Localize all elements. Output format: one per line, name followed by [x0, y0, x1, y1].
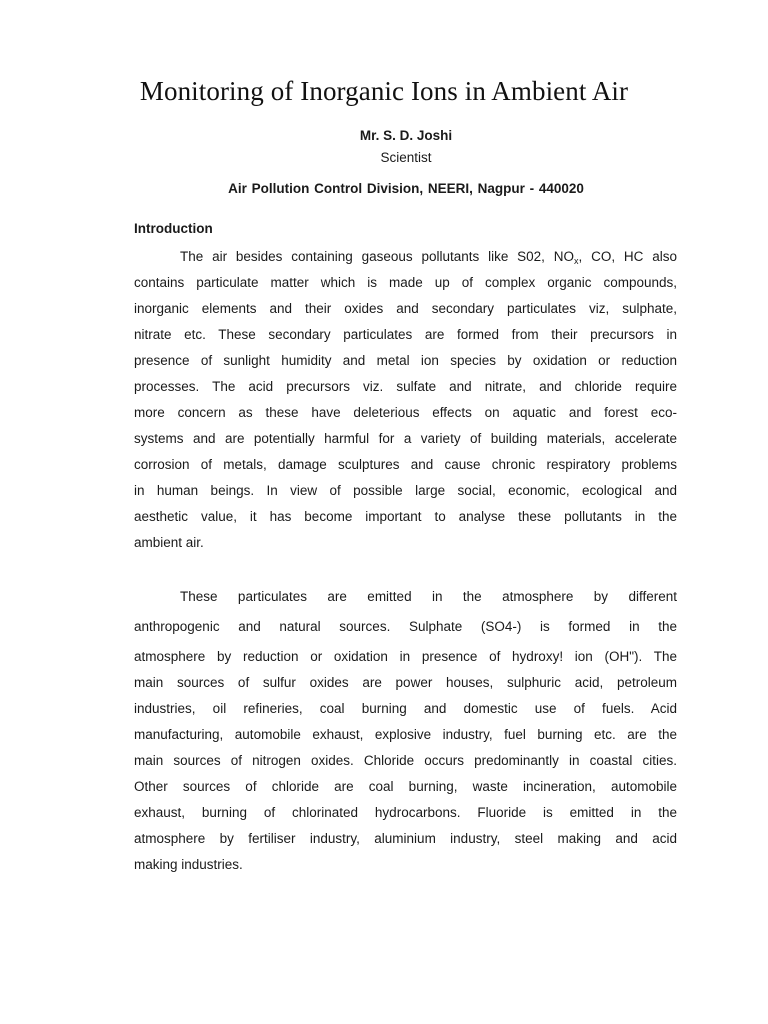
paragraph-line: manufacturing, automobile exhaust, explosive industry, fuel burning etc. are the	[134, 727, 677, 742]
paragraph-line: ambient air.	[134, 535, 204, 550]
paragraph-line: anthropogenic and natural sources. Sulphate (SO4-) is formed in the	[134, 619, 677, 634]
paragraph-line: processes. The acid precursors viz. sulfate and nitrate, and chloride require	[134, 379, 677, 394]
section-heading: Introduction	[134, 221, 213, 236]
text-run: , CO, HC also	[578, 249, 677, 264]
paragraph-line: making industries.	[134, 857, 243, 872]
paragraph-line: These particulates are emitted in the atmosphere by different	[180, 589, 677, 604]
text-run: The air besides containing gaseous pollutants like S02, NO	[180, 249, 575, 264]
paragraph-line: inorganic elements and their oxides and secondary particulates viz, sulphate,	[134, 301, 677, 316]
author-affiliation: Air Pollution Control Division, NEERI, Nagpur - 440020	[228, 181, 584, 196]
paragraph-sources	[134, 588, 677, 882]
paragraph-line: in human beings. In view of possible large social, economic, ecological and	[134, 483, 677, 498]
author-role: Scientist	[380, 150, 432, 165]
paragraph-line: contains particulate matter which is made up of complex organic compounds,	[134, 275, 677, 290]
paragraph-line: exhaust, burning of chlorinated hydrocarbons. Fluoride is emitted in the	[134, 805, 677, 820]
paragraph-line: presence of sunlight humidity and metal ion species by oxidation or reduction	[134, 353, 677, 368]
paragraph-line: atmosphere by fertiliser industry, aluminium industry, steel making and acid	[134, 831, 677, 846]
paragraph-line: industries, oil refineries, coal burning and domestic use of fuels. Acid	[134, 701, 677, 716]
document-title: Monitoring of Inorganic Ions in Ambient Air	[139, 76, 629, 106]
paragraph-line: corrosion of metals, damage sculptures and cause chronic respiratory problems	[134, 457, 677, 472]
paragraph-line: Other sources of chloride are coal burning, waste incineration, automobile	[134, 779, 677, 794]
paragraph-line: more concern as these have deleterious effects on aquatic and forest eco-	[134, 405, 677, 420]
paragraph-line: aesthetic value, it has become important to analyse these pollutants in the	[134, 509, 677, 524]
subscript: x	[574, 256, 579, 266]
paragraph-line: main sources of nitrogen oxides. Chloride occurs predominantly in coastal cities.	[134, 753, 677, 768]
paragraph-line: main sources of sulfur oxides are power houses, sulphuric acid, petroleum	[134, 675, 677, 690]
paragraph-line: systems and are potentially harmful for a variety of building materials, accelerate	[134, 431, 677, 446]
paragraph-line: atmosphere by reduction or oxidation in presence of hydroxy! ion (OH"). The	[134, 649, 677, 664]
paragraph-introduction	[134, 248, 677, 560]
paragraph-line	[134, 248, 677, 274]
author-name: Mr. S. D. Joshi	[359, 128, 453, 143]
paragraph-line: nitrate etc. These secondary particulates are formed from their precursors in	[134, 327, 677, 342]
